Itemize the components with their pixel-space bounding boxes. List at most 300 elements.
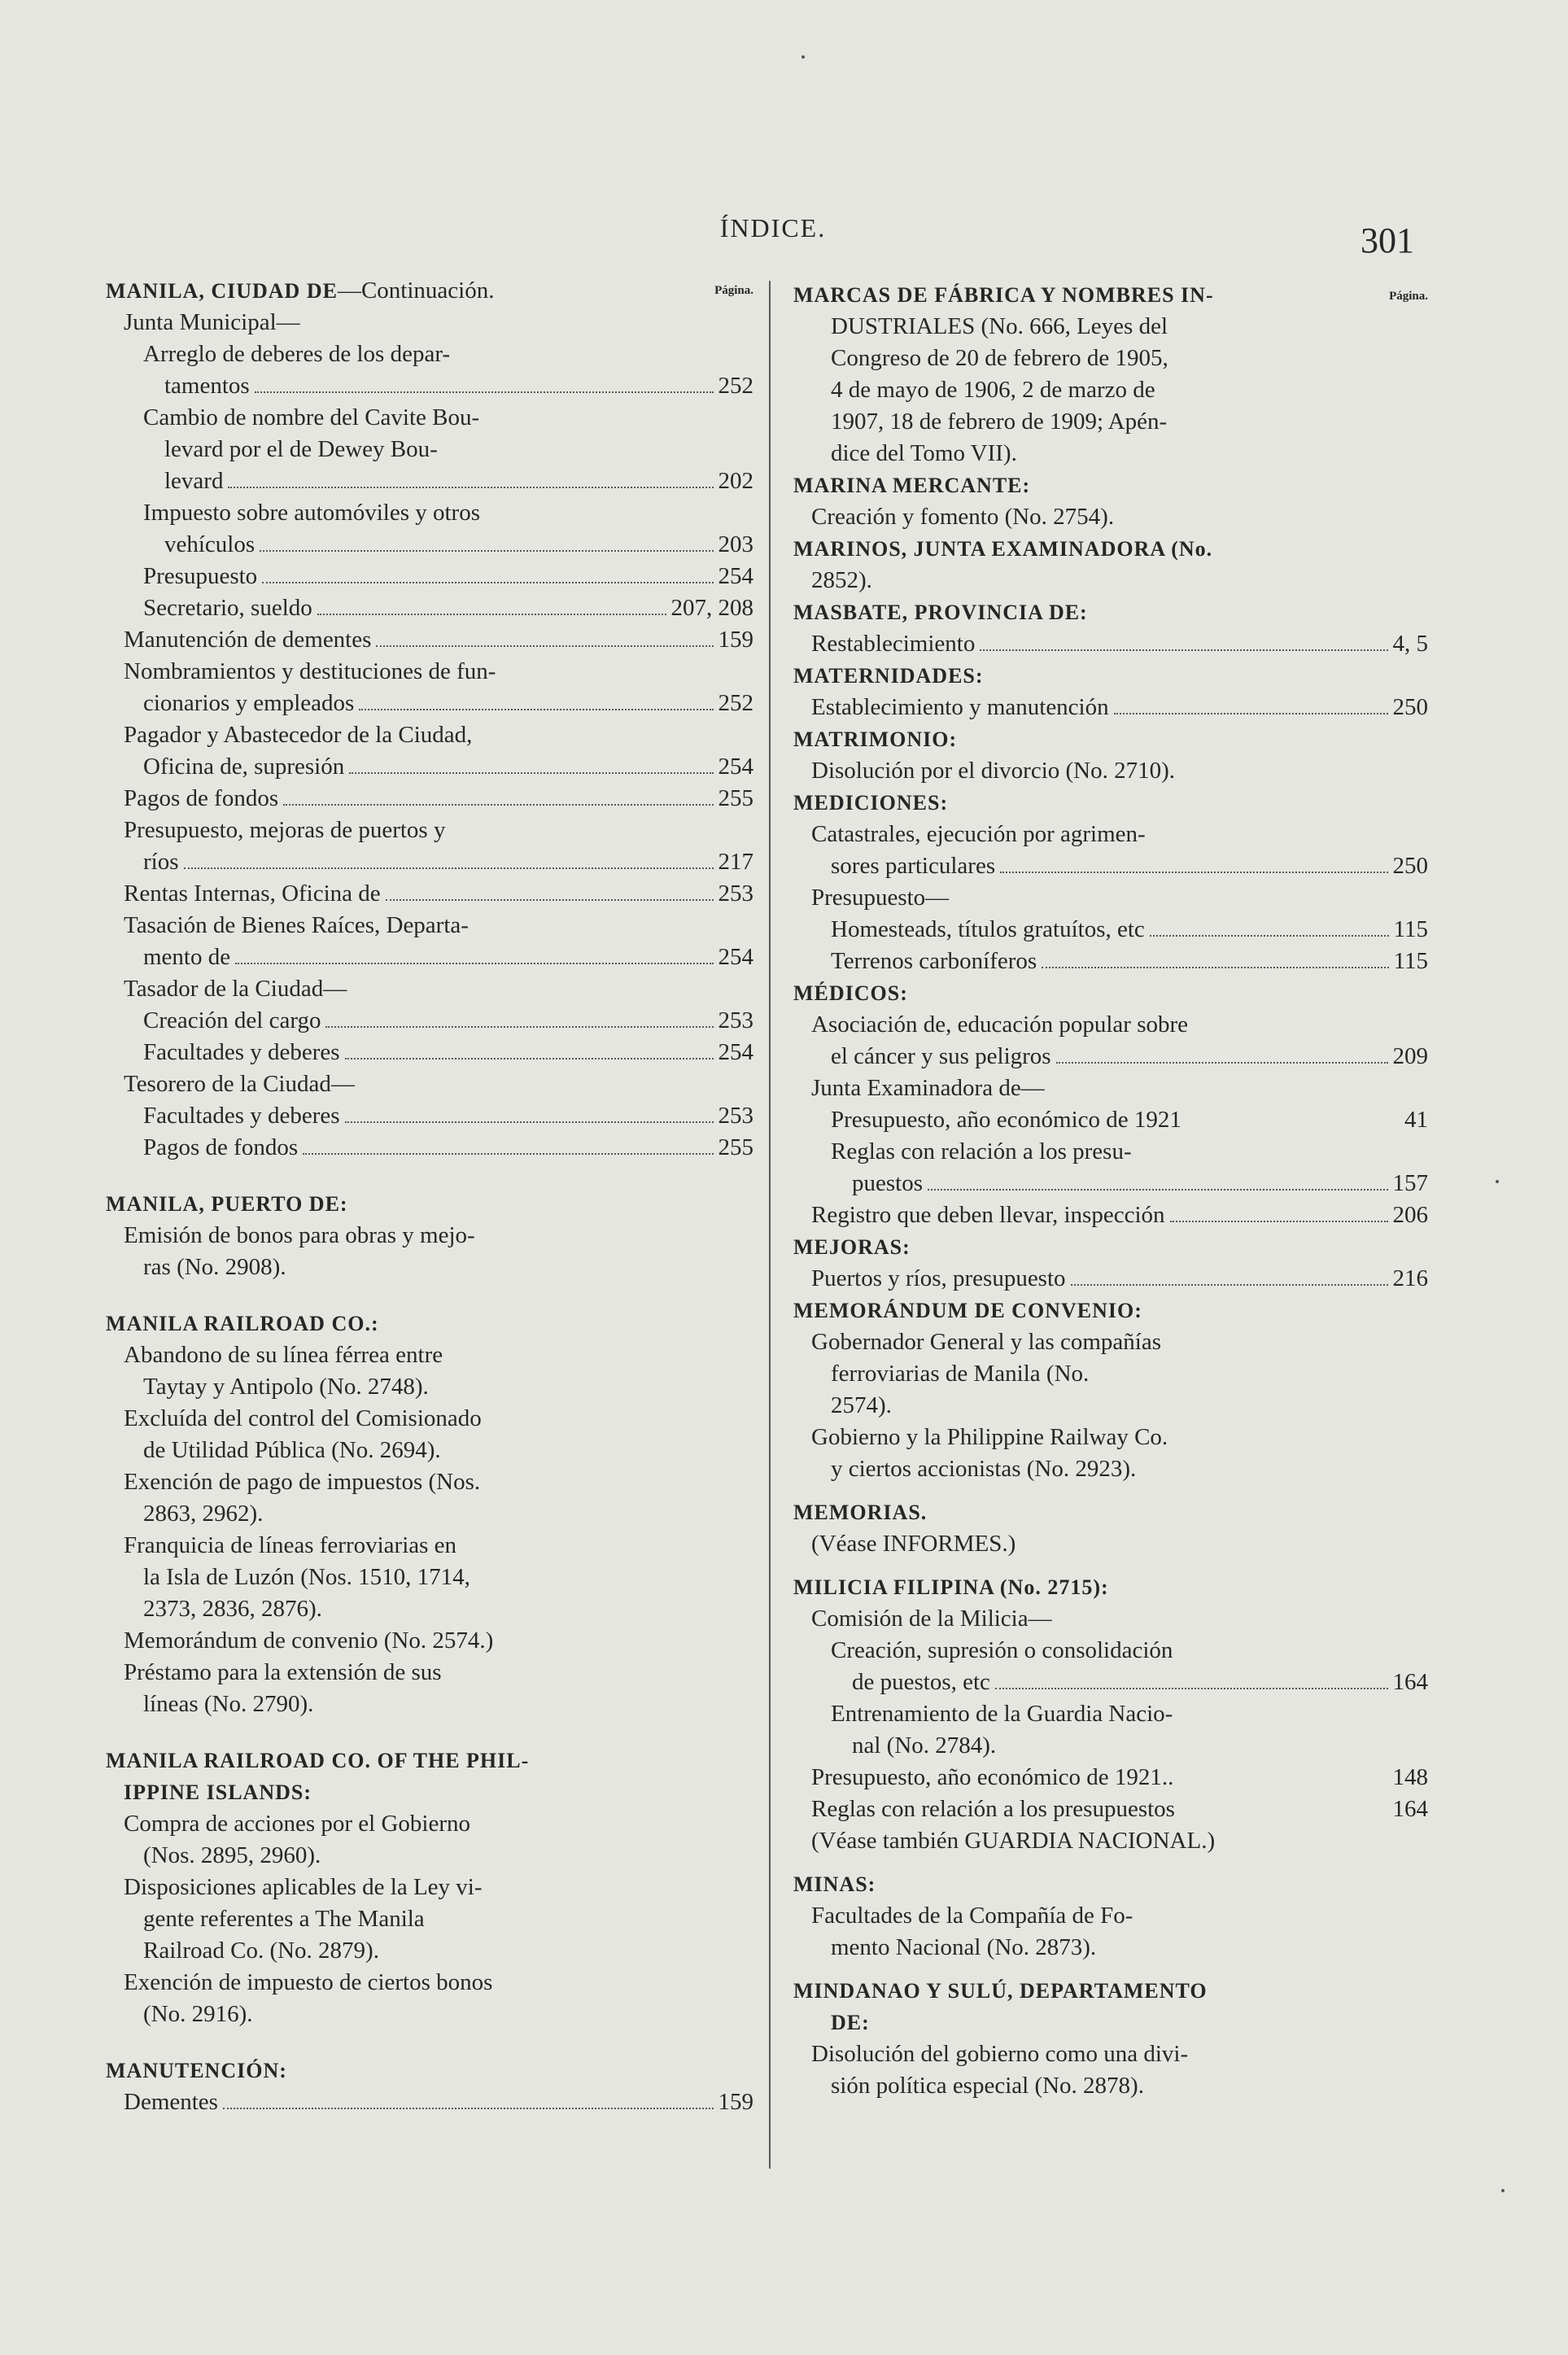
index-entry-line: [106, 1657, 753, 1689]
heading-text: MARINOS, JUNTA EXAMINADORA (No.: [793, 537, 1213, 561]
index-entry-line: [106, 1466, 753, 1498]
index-column-left: [106, 275, 753, 2118]
index-entry-line: [793, 1136, 1428, 1168]
index-entry-line: [793, 1825, 1428, 1857]
index-entry-line: [106, 719, 753, 751]
index-entries-right: [793, 279, 1428, 2102]
entry-text: Gobierno y la Philippine Railway Co.: [811, 1424, 1168, 1450]
page-column-label: Página.: [714, 284, 753, 297]
page-ref: 115: [1393, 948, 1428, 974]
index-entry: [106, 1100, 753, 1132]
index-entry-line: [106, 497, 753, 529]
entry-text: la Isla de Luzón (Nos. 1510, 1714,: [143, 1564, 470, 1590]
entry-text: Entrenamiento de la Guardia Nacio-: [831, 1701, 1173, 1727]
index-entry-line: [106, 1435, 753, 1466]
index-entry-line: [793, 2038, 1428, 2070]
entry-text: puestos: [852, 1170, 923, 1196]
index-entry: [106, 561, 753, 592]
entry-text: cionarios y empleados: [143, 690, 355, 716]
index-entry-line: [106, 1403, 753, 1435]
entry-text: Exención de pago de impuestos (Nos.: [124, 1469, 481, 1495]
entry-text: Compra de acciones por el Gobierno: [124, 1811, 470, 1837]
heading-text: MANILA RAILROAD CO. OF THE PHIL-: [106, 1749, 530, 1772]
dot-leader: [317, 614, 666, 615]
entry-text: Impuesto sobre automóviles y otros: [143, 500, 481, 526]
index-entry: [793, 1199, 1428, 1231]
entry-text: Facultades de la Compañía de Fo-: [811, 1903, 1133, 1929]
entry-text: sores particulares: [831, 853, 996, 879]
index-entry-line: [106, 910, 753, 942]
page-ref: 216: [1392, 1265, 1428, 1291]
index-heading: [793, 1975, 1428, 2007]
column-divider: [769, 281, 771, 2169]
heading-text: MEMORÁNDUM DE CONVENIO:: [793, 1299, 1142, 1322]
index-entry-line: [793, 1073, 1428, 1104]
dot-leader: [262, 582, 713, 583]
heading-text: MASBATE, PROVINCIA DE:: [793, 601, 1088, 624]
heading-text: MARCAS DE FÁBRICA Y NOMBRES IN-: [793, 283, 1214, 307]
page-ref: 254: [718, 944, 753, 970]
entry-text: y ciertos accionistas (No. 2923).: [831, 1456, 1137, 1482]
heading-text: MANILA RAILROAD CO.:: [106, 1312, 379, 1335]
entry-text: Exención de impuesto de ciertos bonos: [124, 1969, 493, 1995]
entry-text: Terrenos carboníferos: [831, 948, 1037, 974]
entry-text: Abandono de su línea férrea entre: [124, 1342, 443, 1368]
heading-text: MATERNIDADES:: [793, 664, 984, 688]
index-entry-line: [106, 339, 753, 370]
index-entry: [793, 1168, 1428, 1199]
index-heading: [793, 596, 1428, 628]
index-heading: [793, 723, 1428, 755]
entry-text: Presupuesto, mejoras de puertos y: [124, 817, 446, 843]
entry-text: Presupuesto: [143, 563, 258, 589]
index-entry-line: [793, 1009, 1428, 1041]
index-entry-line: [793, 1422, 1428, 1453]
page-ref: 254: [718, 754, 753, 780]
entry-text: nal (No. 2784).: [852, 1732, 997, 1759]
entry-text: vehículos: [164, 531, 256, 557]
page-ref: 252: [718, 373, 753, 399]
entry-text: Disolución por el divorcio (No. 2710).: [811, 758, 1176, 784]
entry-text: líneas (No. 2790).: [143, 1691, 314, 1717]
index-entry-line: [106, 1068, 753, 1100]
dot-leader: [255, 391, 714, 393]
index-heading: [793, 1571, 1428, 1603]
entry-text: tamentos: [164, 373, 250, 399]
page-ref: 209: [1392, 1043, 1428, 1069]
index-heading: [793, 279, 1428, 311]
page-ref: 255: [718, 1134, 753, 1160]
entry-text: dice del Tomo VII).: [831, 440, 1017, 466]
index-entry-line: [793, 311, 1428, 343]
entry-text: Disposiciones aplicables de la Ley vi-: [124, 1874, 483, 1900]
index-entry-line: [106, 1999, 753, 2030]
index-entry-line: [793, 343, 1428, 374]
index-entry: [793, 850, 1428, 882]
index-entry: [793, 628, 1428, 660]
entry-text: de puestos, etc: [852, 1669, 990, 1695]
entry-text: Arreglo de deberes de los depar-: [143, 341, 451, 367]
page-ref: 157: [1392, 1170, 1428, 1196]
page-ref: 250: [1392, 853, 1428, 879]
heading-text: MILICIA FILIPINA (No. 2715):: [793, 1575, 1109, 1599]
page-ref: 252: [718, 690, 753, 716]
dot-leader: [223, 2108, 714, 2109]
entry-text: Homesteads, títulos gratuítos, etc: [831, 916, 1145, 942]
index-entry-line: [106, 973, 753, 1005]
index-heading: [793, 1868, 1428, 1900]
index-entry-line: [106, 307, 753, 339]
index-entry: [106, 1005, 753, 1037]
index-entry-line: [793, 1326, 1428, 1358]
heading-text: MARINA MERCANTE:: [793, 474, 1031, 497]
heading-text: MÉDICOS:: [793, 981, 908, 1005]
index-entry: [793, 1794, 1428, 1825]
page-ref: 253: [718, 1103, 753, 1129]
dot-leader: [345, 1058, 714, 1060]
page-ref: 253: [718, 1007, 753, 1033]
entry-text: Establecimiento y manutención: [811, 694, 1109, 720]
entry-text: ríos: [143, 849, 179, 875]
entry-text: el cáncer y sus peligros: [831, 1043, 1051, 1069]
heading-text: MEJORAS:: [793, 1235, 911, 1259]
section-spacer: [793, 1964, 1428, 1975]
paper-speck: [1496, 1180, 1499, 1183]
entry-text: DUSTRIALES (No. 666, Leyes del: [831, 313, 1168, 339]
index-entry-line: [793, 1635, 1428, 1667]
dot-leader: [260, 550, 713, 552]
index-heading: [793, 470, 1428, 501]
page-ref: 250: [1392, 694, 1428, 720]
entry-text: mento Nacional (No. 2873).: [831, 1934, 1097, 1960]
entry-text: Reglas con relación a los presu-: [831, 1138, 1132, 1164]
entry-text: 2373, 2836, 2876).: [143, 1596, 322, 1622]
entry-text: Oficina de, supresión: [143, 754, 345, 780]
entry-text: Tasación de Bienes Raíces, Departa-: [124, 912, 469, 938]
entry-text: ras (No. 2908).: [143, 1254, 286, 1280]
index-entry-line: [793, 1390, 1428, 1422]
entry-text: Pagos de fondos: [124, 785, 279, 811]
index-entry: [793, 1762, 1428, 1794]
index-entry: [106, 465, 753, 497]
entry-text: (No. 2916).: [143, 2001, 253, 2027]
entry-text: levard por el de Dewey Bou-: [164, 436, 438, 462]
index-entry-line: [106, 1689, 753, 1720]
entry-text: 1907, 18 de febrero de 1909; Apén-: [831, 409, 1168, 435]
entry-text: Presupuesto, año económico de 1921..: [811, 1764, 1174, 1790]
page-column-label: Página.: [1389, 290, 1428, 303]
index-entry-line: [106, 1530, 753, 1562]
entry-text: Rentas Internas, Oficina de: [124, 880, 381, 907]
section-spacer: [793, 1485, 1428, 1496]
index-entry-line: [106, 1498, 753, 1530]
index-entry-line: [793, 1358, 1428, 1390]
dot-leader: [980, 649, 1387, 651]
index-entry: [106, 783, 753, 815]
entry-text: (Véase también GUARDIA NACIONAL.): [811, 1828, 1216, 1854]
index-entry: [106, 1132, 753, 1164]
page-number: 301: [1361, 221, 1414, 260]
entry-text: Junta Examinadora de—: [811, 1075, 1045, 1101]
entry-text: Tesorero de la Ciudad—: [124, 1071, 355, 1097]
page-ref: 206: [1392, 1202, 1428, 1228]
entry-text: Secretario, sueldo: [143, 595, 312, 621]
index-entry-line: [793, 1453, 1428, 1485]
index-entry-line: [793, 819, 1428, 850]
section-spacer: [793, 1560, 1428, 1571]
dot-leader: [345, 1121, 714, 1123]
entry-text: Comisión de la Milicia—: [811, 1606, 1052, 1632]
page-ref: 202: [718, 468, 753, 494]
index-entry: [793, 1667, 1428, 1698]
entry-text: mento de: [143, 944, 231, 970]
index-column-right: [793, 279, 1428, 2102]
entry-text: Restablecimiento: [811, 631, 976, 657]
entry-text: Pagador y Abastecedor de la Ciudad,: [124, 722, 473, 748]
index-heading: [793, 787, 1428, 819]
entry-text: Catastrales, ejecución por agrimen-: [811, 821, 1146, 847]
index-entry-line: [106, 1903, 753, 1935]
entry-text: (Nos. 2895, 2960).: [143, 1842, 321, 1868]
entry-text: levard: [164, 468, 224, 494]
index-entry: [793, 914, 1428, 946]
page-ref: 254: [718, 563, 753, 589]
page-ref: 253: [718, 880, 753, 907]
heading-text: MEMORIAS.: [793, 1501, 928, 1524]
section-spacer: [106, 1164, 753, 1188]
dot-leader: [184, 867, 714, 869]
entry-text: 2852).: [811, 567, 872, 593]
entry-text: Excluída del control del Comisionado: [124, 1405, 482, 1431]
dot-leader: [1042, 967, 1388, 968]
entry-text: Franquicia de líneas ferroviarias en: [124, 1532, 457, 1558]
entry-text: Asociación de, educación popular sobre: [811, 1011, 1189, 1038]
page-ref: 159: [718, 627, 753, 653]
heading-text: MANUTENCIÓN:: [106, 2059, 287, 2082]
entry-text: Creación y fomento (No. 2754).: [811, 504, 1115, 530]
page-title: ÍNDICE.: [719, 213, 827, 242]
index-entry-line: [106, 1339, 753, 1371]
index-entry: [793, 1041, 1428, 1073]
page-ref: 41: [1404, 1107, 1428, 1133]
entry-text: Presupuesto, año económico de 1921: [831, 1107, 1181, 1133]
index-entry-line: [793, 1528, 1428, 1560]
index-entry-line: [106, 1371, 753, 1403]
entry-text: Creación, supresión o consolidación: [831, 1637, 1173, 1663]
heading-text: MINAS:: [793, 1872, 876, 1896]
entry-text: 2574).: [831, 1392, 892, 1418]
index-entry-line: [793, 406, 1428, 438]
index-entry: [106, 529, 753, 561]
index-heading: [106, 1308, 753, 1339]
entry-text: Facultades y deberes: [143, 1039, 340, 1065]
index-entry-line: [106, 1562, 753, 1593]
index-heading: [793, 1295, 1428, 1326]
entry-text: Facultades y deberes: [143, 1103, 340, 1129]
index-entry: [106, 942, 753, 973]
heading-text: DE:: [831, 2011, 870, 2034]
index-entry: [793, 946, 1428, 977]
dot-leader: [359, 709, 713, 710]
index-entry-line: [106, 402, 753, 434]
index-entry-line: [793, 1603, 1428, 1635]
index-entry: [106, 592, 753, 624]
entry-text: Puertos y ríos, presupuesto: [811, 1265, 1066, 1291]
dot-leader: [283, 804, 713, 806]
paper-speck: [801, 55, 805, 59]
dot-leader: [386, 899, 714, 901]
index-entry-line: [793, 565, 1428, 596]
entry-text: Congreso de 20 de febrero de 1905,: [831, 345, 1168, 371]
entry-text: Registro que deben llevar, inspección: [811, 1202, 1165, 1228]
index-heading: [106, 2055, 753, 2086]
entry-text: Gobernador General y las compañías: [811, 1329, 1162, 1355]
index-entry: [106, 370, 753, 402]
entry-text: Manutención de dementes: [124, 627, 372, 653]
dot-leader: [349, 772, 713, 774]
index-entry: [106, 624, 753, 656]
section-spacer: [106, 1720, 753, 1745]
dot-leader: [228, 487, 713, 488]
index-entry-line: [793, 1698, 1428, 1730]
page-ref: 4, 5: [1392, 631, 1428, 657]
index-entry-line: [106, 656, 753, 688]
index-entry-line: [793, 501, 1428, 533]
page-ref: 217: [718, 849, 753, 875]
heading-text: MANILA, CIUDAD DE: [106, 279, 338, 303]
index-heading: [793, 660, 1428, 692]
dot-leader: [1000, 872, 1387, 873]
dot-leader: [1170, 1221, 1388, 1222]
paper-speck: [1501, 2189, 1505, 2192]
index-entry-line: [106, 1967, 753, 1999]
index-entry: [793, 692, 1428, 723]
index-entry-line: [106, 1252, 753, 1283]
index-entry-line: [106, 815, 753, 846]
entry-text: (Véase INFORMES.): [811, 1531, 1016, 1557]
dot-leader: [1150, 935, 1389, 937]
index-entry-line: [793, 755, 1428, 787]
page-ref: 255: [718, 785, 753, 811]
index-entry-line: [106, 1593, 753, 1625]
entry-text: Emisión de bonos para obras y mejo-: [124, 1222, 475, 1248]
index-heading: [793, 977, 1428, 1009]
heading-text: MINDANAO Y SULÚ, DEPARTAMENTO: [793, 1979, 1208, 2003]
index-entry-line: [106, 1808, 753, 1840]
dot-leader: [928, 1189, 1388, 1191]
index-entry: [793, 1104, 1428, 1136]
dot-leader: [1114, 713, 1388, 714]
index-entry-line: [793, 1730, 1428, 1762]
heading-text: IPPINE ISLANDS:: [124, 1780, 312, 1804]
entry-text: Railroad Co. (No. 2879).: [143, 1938, 379, 1964]
entry-text: gente referentes a The Manila: [143, 1906, 425, 1932]
heading-continuation: —Continuación.: [337, 277, 495, 304]
dot-leader: [376, 645, 713, 647]
index-entry: [106, 878, 753, 910]
section-spacer: [106, 1283, 753, 1308]
index-heading: [106, 1776, 753, 1808]
dot-leader: [325, 1026, 713, 1028]
entry-text: Dementes: [124, 2089, 218, 2115]
entry-text: Pagos de fondos: [143, 1134, 299, 1160]
index-entry-line: [106, 1625, 753, 1657]
dot-leader: [995, 1688, 1388, 1689]
section-spacer: [793, 1857, 1428, 1868]
page-ref: 207, 208: [670, 595, 753, 621]
index-heading: [106, 1745, 753, 1776]
entry-text: Taytay y Antipolo (No. 2748).: [143, 1374, 429, 1400]
entry-text: Reglas con relación a los presupuestos: [811, 1796, 1175, 1822]
index-entries-left: [106, 275, 753, 2118]
index-entry-line: [793, 882, 1428, 914]
entry-text: sión política especial (No. 2878).: [831, 2073, 1144, 2099]
page-ref: 164: [1392, 1796, 1428, 1822]
index-heading: [793, 1231, 1428, 1263]
entry-text: Préstamo para la extensión de sus: [124, 1659, 442, 1685]
entry-text: Tasador de la Ciudad—: [124, 976, 347, 1002]
index-entry: [106, 751, 753, 783]
entry-text: Memorándum de convenio (No. 2574.): [124, 1628, 494, 1654]
index-entry-line: [106, 1872, 753, 1903]
entry-text: ferroviarias de Manila (No.: [831, 1361, 1090, 1387]
index-entry: [106, 688, 753, 719]
index-heading: [793, 2007, 1428, 2038]
index-heading: [793, 533, 1428, 565]
dot-leader: [1071, 1284, 1388, 1286]
page-ref: 203: [718, 531, 753, 557]
index-heading: [106, 1188, 753, 1220]
entry-text: 2863, 2962).: [143, 1501, 264, 1527]
index-entry-line: [106, 1935, 753, 1967]
page-ref: 148: [1392, 1764, 1428, 1790]
index-entry: [106, 846, 753, 878]
index-entry-line: [106, 434, 753, 465]
index-heading: [793, 1496, 1428, 1528]
heading-text: MEDICIONES:: [793, 791, 949, 815]
index-entry-line: [106, 1220, 753, 1252]
entry-text: Disolución del gobierno como una divi-: [811, 2041, 1189, 2067]
index-entry-line: [793, 1900, 1428, 1932]
heading-text: MATRIMONIO:: [793, 727, 958, 751]
page-ref: 159: [718, 2089, 753, 2115]
index-entry-line: [793, 438, 1428, 470]
entry-text: Cambio de nombre del Cavite Bou-: [143, 404, 480, 430]
page-ref: 164: [1392, 1669, 1428, 1695]
index-entry: [106, 1037, 753, 1068]
entry-text: Presupuesto—: [811, 885, 950, 911]
entry-text: de Utilidad Pública (No. 2694).: [143, 1437, 441, 1463]
entry-text: 4 de mayo de 1906, 2 de marzo de: [831, 377, 1155, 403]
index-entry-line: [106, 1840, 753, 1872]
index-entry-line: [793, 1932, 1428, 1964]
page-ref: 115: [1393, 916, 1428, 942]
entry-text: Junta Municipal—: [124, 309, 300, 335]
entry-text: Creación del cargo: [143, 1007, 321, 1033]
dot-leader: [235, 963, 713, 964]
section-spacer: [106, 2030, 753, 2055]
index-entry-line: [793, 2070, 1428, 2102]
index-entry: [793, 1263, 1428, 1295]
page-ref: 254: [718, 1039, 753, 1065]
index-entry: [106, 2086, 753, 2118]
index-heading: [106, 275, 753, 307]
dot-leader: [303, 1153, 713, 1155]
entry-text: Nombramientos y destituciones de fun-: [124, 658, 496, 684]
dot-leader: [1056, 1062, 1388, 1064]
heading-text: MANILA, PUERTO DE:: [106, 1192, 348, 1216]
index-entry-line: [793, 374, 1428, 406]
